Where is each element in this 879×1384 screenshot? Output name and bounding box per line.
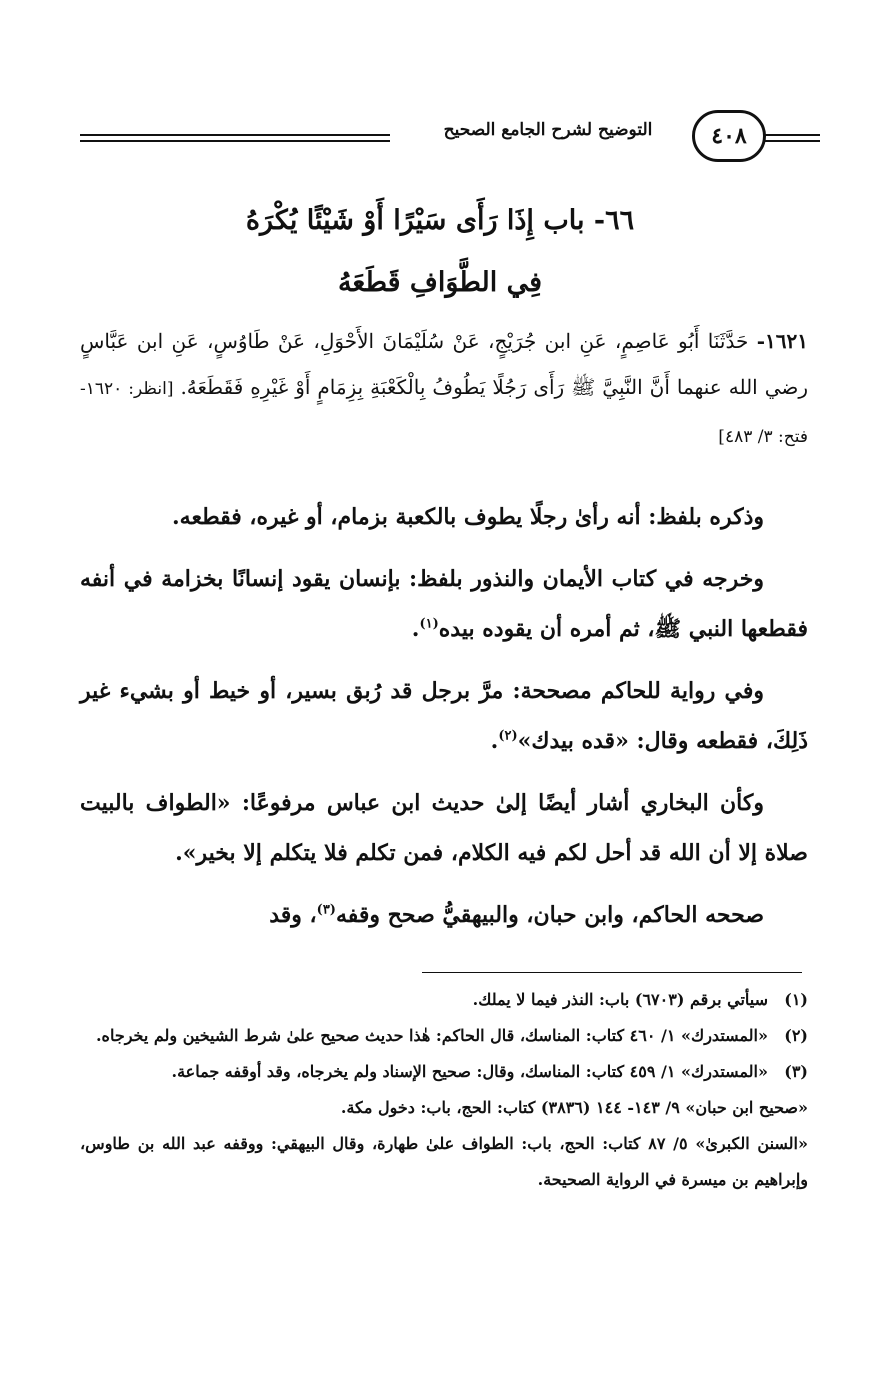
hadith-number: ١٦٢١- — [756, 329, 809, 353]
page-number: ٤٠٨ — [692, 110, 766, 162]
footnote — [80, 1054, 808, 1090]
footnote-number: (٣) — [784, 1062, 808, 1081]
chapter-heading-line2: فِي الطَّوَافِ قَطَعَهُ — [337, 267, 543, 298]
hadith-body: حَدَّثَنَا أَبُو عَاصِمٍ، عَنِ ابن جُرَيْجٍ، عَنْ سُلَيْمَانَ الأَحْوَلِ، عَنْ طَاوُسٍ، عَنِ ابن عَبَّاسٍ رضي الله عنهما أَنَّ النَّبِيَّ ﷺ رَأَى رَجُلًا يَطُوفُ بِالْكَعْبَةِ بِزِمَامٍ أَوْ غَيْرِهِ فَقَطَعَهُ. — [80, 329, 809, 399]
hadith-text — [80, 318, 808, 460]
footnote — [80, 982, 808, 1018]
footnote-text: سيأتي برقم (٦٧٠٣) باب: النذر فيما لا يملك. — [472, 990, 768, 1009]
commentary-paragraph: صححه الحاكم، وابن حبان، والبيهقيُّ صحح وقفه$^{(٣)}$، وقد — [269, 902, 764, 928]
footnote-marker: (١) — [419, 616, 439, 632]
commentary-paragraph: وخرجه في كتاب الأيمان والنذور بلفظ: بإنسان يقود إنسانًا بخزامة في أنفه فقطعها النبي ﷺ، ثم أمره أن يقوده بيده$^{(١)}$. — [80, 566, 808, 642]
footnote-marker: (٣) — [316, 902, 336, 918]
header-rule — [765, 134, 820, 136]
footnote-text: «المستدرك» ١/ ٤٥٩ كتاب: المناسك، وقال: صحيح الإسناد ولم يخرجاه، وقد أوقفه جماعة. — [171, 1062, 768, 1081]
footnote-number: (٢) — [784, 1026, 808, 1045]
running-title: التوضيح لشرح الجامع الصحيح — [443, 120, 653, 140]
commentary-paragraph: وكأن البخاري أشار أيضًا إلىٰ حديث ابن عباس مرفوعًا: «الطواف بالبيت صلاة إلا أن الله قد أحل لكم فيه الكلام، فمن تكلم فلا يتكلم إلا بخير». — [80, 790, 808, 866]
header-rule — [80, 134, 390, 136]
running-header — [80, 108, 820, 164]
footnote-continuation: «صحيح ابن حبان» ٩/ ١٤٣- ١٤٤ (٣٨٣٦) كتاب: الحج، باب: دخول مكة. — [340, 1098, 808, 1117]
hadith-reference: [انظر: ١٦٢٠- فتح: ٣/ ٤٨٣] — [80, 379, 808, 447]
footnote-marker: (٢) — [498, 728, 518, 744]
header-rule — [765, 140, 820, 142]
commentary — [80, 492, 808, 940]
footnotes — [80, 982, 808, 1198]
footnote-separator — [422, 972, 802, 973]
footnote-continuation: «السنن الكبرىٰ» ٥/ ٨٧ كتاب: الحج، باب: الطواف علىٰ طهارة، وقال البيهقي: ووقفه عبد الله بن طاوس، وإبراهيم بن ميسرة في الرواية الصحيحة. — [80, 1134, 809, 1189]
footnote-number: (١) — [784, 990, 808, 1009]
header-rule — [80, 140, 390, 142]
footnote-text: «المستدرك» ١/ ٤٦٠ كتاب: المناسك، قال الحاكم: هٰذا حديث صحيح علىٰ شرط الشيخين ولم يخرجاه. — [95, 1026, 768, 1045]
commentary-paragraph: وفي رواية للحاكم مصححة: مرَّ برجل قد رُبق بسير، أو خيط أو بشيء غير ذَلِكَ، فقطعه وقال: «قده بيدك»$^{(٢)}$. — [80, 678, 808, 754]
chapter-heading — [100, 190, 780, 314]
chapter-heading-line1: ٦٦- باب إِذَا رَأَى سَيْرًا أَوْ شَيْئًا يُكْرَهُ — [245, 205, 635, 236]
footnote — [80, 1018, 808, 1054]
commentary-paragraph: وذكره بلفظ: أنه رأىٰ رجلًا يطوف بالكعبة بزمام، أو غيره، فقطعه. — [172, 504, 764, 530]
